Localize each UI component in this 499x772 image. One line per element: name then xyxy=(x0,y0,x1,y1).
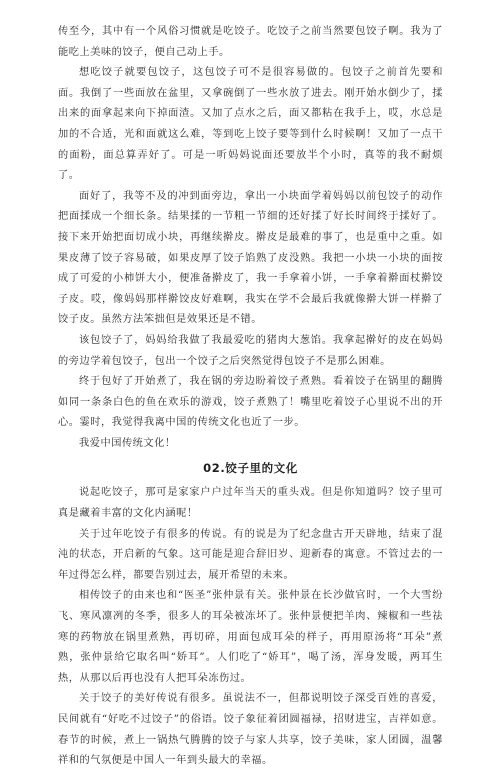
paragraph: 相传饺子的由来也和“医圣”张仲景有关。张仲景在长沙做官时，一个大雪纷飞、寒风凛冽的冬季，很多人的耳朵被冻坏了。张仲景便把羊肉、辣椒和一些祛寒的药物放在锅里煮熟，再切碎，用面包成耳朵的样子，再用原汤将“耳朵”煮熟，张仲景给它取名叫“娇耳”。人们吃了“娇耳”，喝了汤，浑身发暖，两耳生热，从那以后再也没有人把耳朵冻伤过。 xyxy=(58,590,443,684)
paragraph: 终于包好了开始煮了，我在锅的旁边盼着饺子煮熟。看着饺子在锅里的翻腾如同一条条白色的鱼在欢乐的游戏，饺子煮熟了！嘴里吃着饺子心里说不出的开心。霎时，我觉得我离中国的传统文化也近了一步。 xyxy=(58,376,443,429)
paragraph: 关于饺子的美好传说有很多。虽说法不一，但都说明饺子深受百姓的喜爱，民间就有“好吃不过饺子”的俗语。饺子象征着团圆福禄，招财进宝，吉祥如意。春节的时候，煮上一锅热气腾腾的饺子与家人共享，饺子美味，家人团圆，温馨祥和的气氛便是中国人一年到头最大的幸福。 xyxy=(58,693,443,767)
section-title: 02.饺子里的文化 xyxy=(203,461,298,476)
paragraph: 该包饺子了，妈妈给我做了我最爱吃的猪肉大葱馅。我拿起擀好的皮在妈妈的旁边学着包饺子，包出一个饺子之后突然觉得包饺子不是那么困难。 xyxy=(58,334,443,367)
paragraph: 想吃饺子就要包饺子，这包饺子可不是很容易做的。包饺子之前首先要和面。我倒了一些面放在盆里，又拿碗倒了一些水放了进去。刚开始水倒少了，揉出来的面拿起来向下掉面渣。又加了点水之后，面又都粘在我手上，哎，水总是加的不合适，光和面就这么难，等到吃上饺子要等到什么时候啊！又加了一点干的面粉，面总算弄好了。可是一听妈妈说面还要放半个小时，真等的我不耐烦了。 xyxy=(58,67,443,182)
paragraph: 关于过年吃饺子有很多的传说。有的说是为了纪念盘古开天辟地，结束了混沌的状态，开启新的气象。这可能是迎合辞旧岁、迎新春的寓意。不管过去的一年过得怎么样，都要告别过去，展开希望的未来。 xyxy=(58,528,443,581)
paragraph: 传至今，其中有一个风俗习惯就是吃饺子。吃饺子之前当然要包饺子啊。我为了能吃上美味的饺子，便自己动上手。 xyxy=(58,26,443,58)
paragraph: 面好了，我等不及的冲到面旁边，拿出一小块面学着妈妈以前包饺子的动作把面揉成一个细长条。结果揉的一节粗一节细的还好揉了好长时间终于揉好了。接下来开始把面切成小块，再继续擀皮。擀皮是最难的事了，也是重中之重。如果皮薄了饺子容易破，如果皮厚了饺子馅熟了皮没熟。我把一小块一小块的面按成了可爱的小柿饼大小，便准备擀皮了，我一手拿着小饼，一手拿着擀面杖擀饺子皮。哎，像妈妈那样擀饺皮好难啊，我实在学不会最后我就像擀大饼一样擀了饺子皮。虽然方法笨拙但是效果还是不错。 xyxy=(58,190,443,326)
closing-line: 我爱中国传统文化！ xyxy=(79,437,176,449)
paragraph: 说起吃饺子，那可是家家户户过年当天的重头戏。但是你知道吗？饺子里可真是藏着丰富的文化内涵呢！ xyxy=(58,487,443,520)
